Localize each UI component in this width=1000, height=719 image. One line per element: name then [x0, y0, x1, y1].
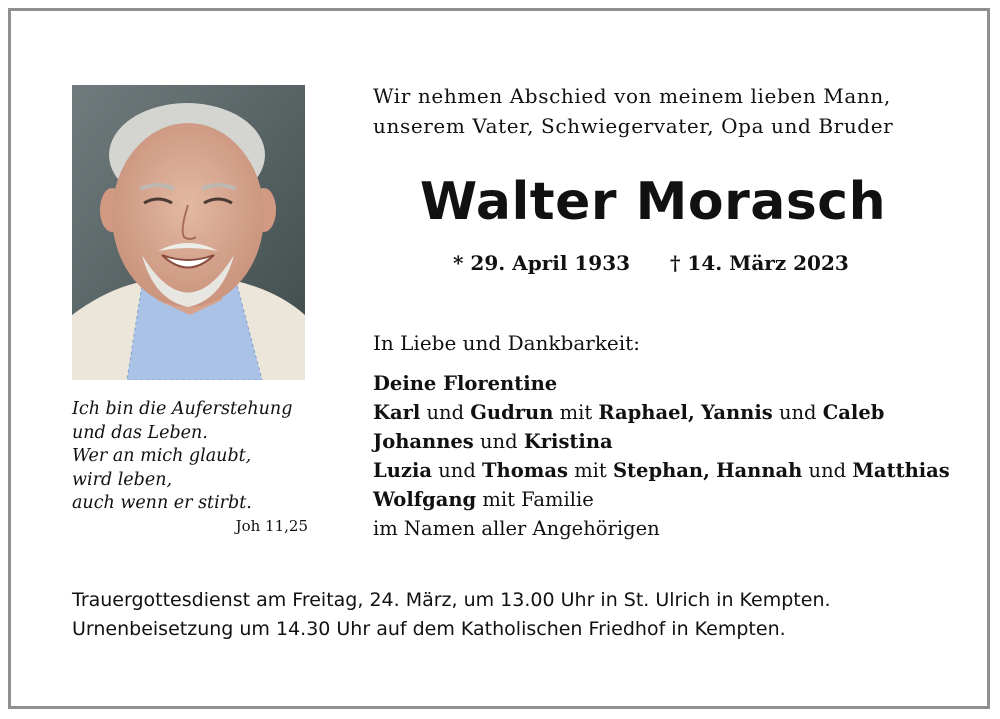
family-line: im Namen aller Angehörigen [373, 517, 660, 540]
family-line [373, 369, 953, 398]
family-member: Yannis [700, 401, 773, 424]
family-line [373, 485, 953, 514]
funeral-service-line: Trauergottesdienst am Freitag, 24. März, um 13.00 Uhr in St. Ulrich in Kempten. [72, 589, 831, 611]
intro-line: Wir nehmen Abschied von meinem lieben Mann, [373, 84, 891, 108]
family-line [373, 456, 953, 485]
family-member: Caleb [822, 401, 885, 424]
connector-text: mit [559, 401, 593, 424]
intro-line: unserem Vater, Schwiegervater, Opa und Bruder [373, 114, 894, 138]
verse-reference: Joh 11,25 [235, 517, 308, 535]
connector-text: und [438, 459, 476, 482]
family-line [373, 427, 953, 456]
family-member: Luzia [373, 459, 433, 482]
family-member: Karl [373, 401, 421, 424]
family-member: Stephan [612, 459, 704, 482]
family-list [373, 369, 953, 543]
verse-line: Wer an mich glaubt, [72, 446, 252, 466]
connector-text: und [426, 401, 465, 424]
verse-line: wird leben, [72, 469, 173, 490]
family-member: Matthias [852, 459, 950, 482]
connector-comma: , [687, 401, 695, 424]
portrait-photo [72, 85, 305, 380]
verse-line: auch wenn er stirbt. [72, 493, 252, 513]
service-info [72, 586, 972, 644]
birth-date: * 29. April 1933 [453, 251, 631, 275]
deceased-name: Walter Morasch [419, 172, 887, 232]
verse-line: Ich bin die Auferstehung [72, 399, 293, 419]
family-member: Hannah [716, 459, 803, 482]
connector-text: und [778, 401, 817, 424]
verse-line: und das Leben. [72, 422, 208, 443]
intro-text [373, 81, 933, 141]
family-member: Deine Florentine [373, 372, 558, 395]
connector-text: mit Familie [482, 488, 594, 511]
family-member: Kristina [523, 430, 613, 453]
family-member: Wolfgang [373, 488, 477, 511]
urn-burial-line: Urnenbeisetzung um 14.30 Uhr auf dem Katholischen Friedhof in Kempten. [72, 618, 786, 640]
family-member: Johannes [373, 430, 474, 453]
family-line [373, 398, 953, 427]
death-date: † 14. März 2023 [670, 251, 849, 275]
family-member: Raphael [598, 401, 688, 424]
connector-text: und [808, 459, 847, 482]
connector-text: und [480, 430, 518, 453]
connector-text: mit [574, 459, 607, 482]
bible-verse [72, 398, 308, 516]
thanks-line: In Liebe und Dankbarkeit: [373, 331, 640, 355]
connector-comma: , [703, 459, 710, 482]
family-member: Thomas [482, 459, 568, 482]
family-member: Gudrun [470, 401, 554, 424]
